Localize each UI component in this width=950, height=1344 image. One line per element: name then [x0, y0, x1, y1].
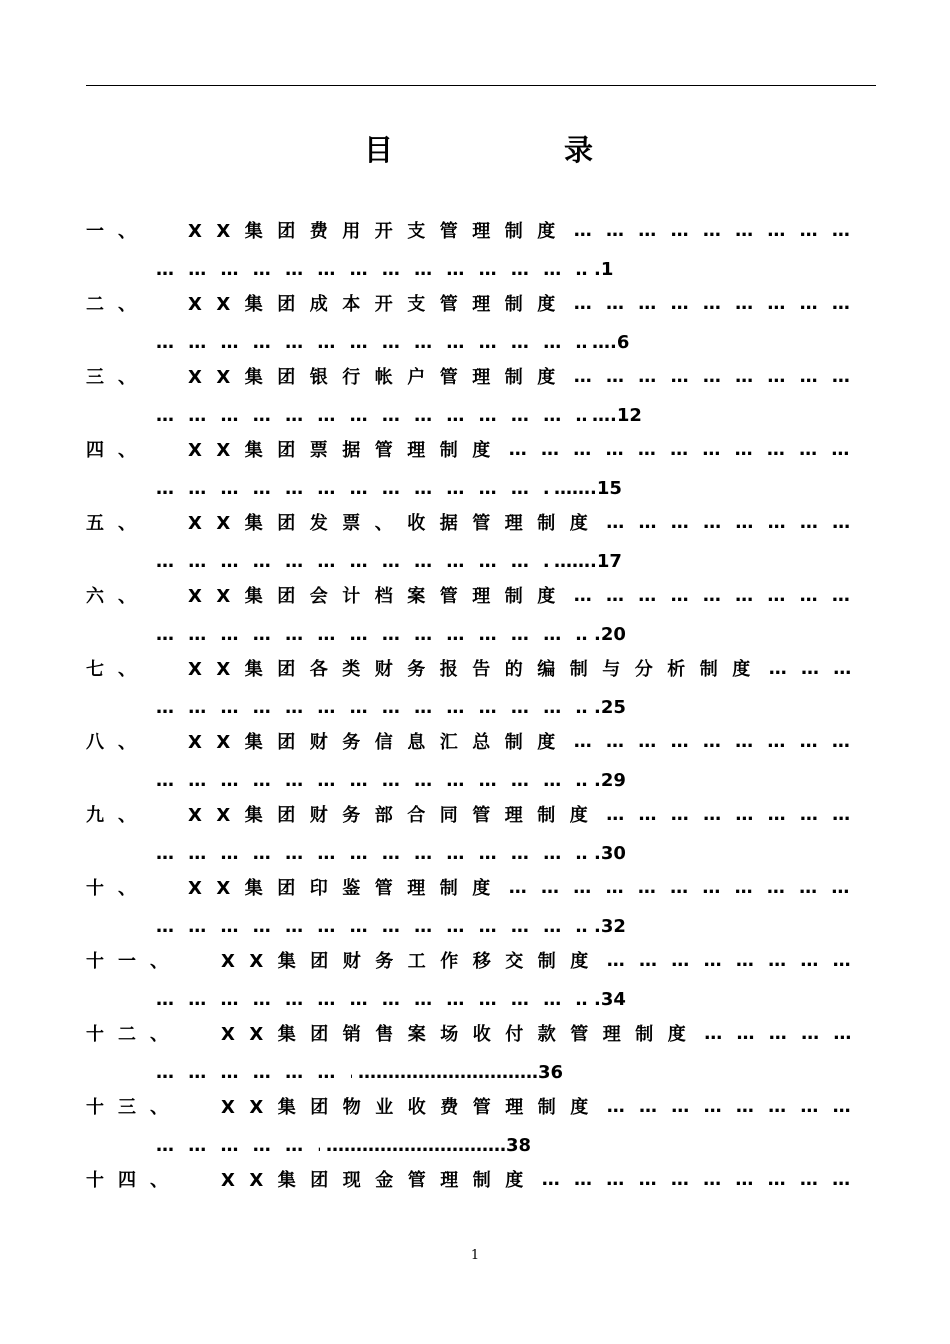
toc-entry-number: 十一、 [86, 951, 182, 972]
dot-leader [602, 804, 864, 825]
toc-entry-number: 十三、 [86, 1097, 182, 1118]
table-of-contents [0, 210, 950, 1232]
toc-entry-title[interactable]: XX集团成本开支管理制度 [188, 294, 570, 315]
dot-leader [505, 439, 864, 460]
title-char-1: 目 [364, 133, 394, 167]
dot-leader [156, 332, 586, 353]
toc-entry-number: 三、 [86, 367, 150, 388]
toc-entry-title[interactable]: XX集团财务工作移交制度 [221, 951, 603, 972]
dot-leader [156, 405, 586, 426]
toc-entry-page: …………………………36 [358, 1061, 564, 1083]
toc-entry[interactable] [0, 940, 950, 1013]
dot-leader [602, 512, 864, 533]
toc-entry-page: ….12 [592, 404, 642, 426]
toc-entry[interactable] [0, 1159, 950, 1232]
header-rule [86, 85, 876, 86]
dot-leader [603, 1096, 864, 1117]
toc-entry-number: 八、 [86, 732, 150, 753]
toc-entry-page: .32 [594, 915, 626, 937]
toc-entry-number: 十、 [86, 878, 150, 899]
toc-entry[interactable] [0, 648, 950, 721]
toc-entry-page: .29 [594, 769, 626, 791]
dot-leader [765, 658, 864, 679]
toc-entry[interactable] [0, 867, 950, 940]
toc-entry-title[interactable]: XX集团各类财务报告的编制与分析制度 [188, 659, 765, 680]
dot-leader [570, 366, 864, 387]
dot-leader [700, 1023, 864, 1044]
toc-entry-number: 七、 [86, 659, 150, 680]
dot-leader [156, 989, 588, 1010]
toc-entry-number: 九、 [86, 805, 150, 826]
toc-entry-page: .30 [594, 842, 626, 864]
toc-entry-number: 二、 [86, 294, 150, 315]
toc-entry-title[interactable]: XX集团财务信息汇总制度 [188, 732, 570, 753]
dot-leader [156, 624, 588, 645]
dot-leader [156, 1062, 352, 1083]
toc-entry[interactable] [0, 721, 950, 794]
dot-leader [156, 770, 588, 791]
toc-entry-page: …………………………38 [326, 1134, 532, 1156]
toc-entry-page: .20 [594, 623, 626, 645]
dot-leader [156, 843, 588, 864]
toc-entry-page: ….6 [592, 331, 630, 353]
toc-entry-page: .1 [594, 258, 614, 280]
dot-leader [570, 293, 864, 314]
toc-entry[interactable] [0, 1086, 950, 1159]
dot-leader [156, 551, 548, 572]
toc-entry-title[interactable]: XX集团财务部合同管理制度 [188, 805, 603, 826]
dot-leader [156, 478, 548, 499]
toc-entry[interactable] [0, 502, 950, 575]
toc-entry-number: 五、 [86, 513, 150, 534]
toc-entry-title[interactable]: XX集团会计档案管理制度 [188, 586, 570, 607]
toc-entry[interactable] [0, 283, 950, 356]
toc-entry-title[interactable]: XX集团费用开支管理制度 [188, 221, 570, 242]
toc-entry-title[interactable]: XX集团现金管理制度 [221, 1170, 538, 1191]
toc-entry-page: …….17 [554, 550, 622, 572]
toc-entry[interactable] [0, 356, 950, 429]
toc-entry-number: 十四、 [86, 1170, 182, 1191]
dot-leader [538, 1169, 864, 1190]
toc-entry-title[interactable]: XX集团发票、收据管理制度 [188, 513, 603, 534]
toc-entry-title[interactable]: XX集团银行帐户管理制度 [188, 367, 570, 388]
dot-leader [156, 916, 588, 937]
toc-entry[interactable] [0, 210, 950, 283]
toc-entry-title[interactable]: XX集团物业收费管理制度 [221, 1097, 603, 1118]
toc-entry-number: 十二、 [86, 1024, 182, 1045]
toc-entry-number: 一、 [86, 221, 150, 242]
toc-entry-page: .34 [594, 988, 626, 1010]
toc-entry-page: …….15 [554, 477, 622, 499]
page-number: 1 [470, 1248, 480, 1263]
toc-entry[interactable] [0, 429, 950, 502]
title-char-2: 录 [564, 133, 594, 167]
dot-leader [156, 259, 588, 280]
dot-leader [603, 950, 864, 971]
toc-entry-title[interactable]: XX集团印鉴管理制度 [188, 878, 505, 899]
dot-leader [156, 1135, 320, 1156]
toc-entry[interactable] [0, 1013, 950, 1086]
toc-entry-number: 六、 [86, 586, 150, 607]
toc-entry-number: 四、 [86, 440, 150, 461]
toc-entry[interactable] [0, 794, 950, 867]
dot-leader [570, 220, 864, 241]
dot-leader [570, 731, 864, 752]
dot-leader [570, 585, 864, 606]
dot-leader [505, 877, 864, 898]
toc-entry[interactable] [0, 575, 950, 648]
toc-entry-page: .25 [594, 696, 626, 718]
page-title [0, 128, 950, 172]
dot-leader [156, 697, 588, 718]
toc-entry-title[interactable]: XX集团票据管理制度 [188, 440, 505, 461]
toc-entry-title[interactable]: XX集团销售案场收付款管理制度 [221, 1024, 701, 1045]
